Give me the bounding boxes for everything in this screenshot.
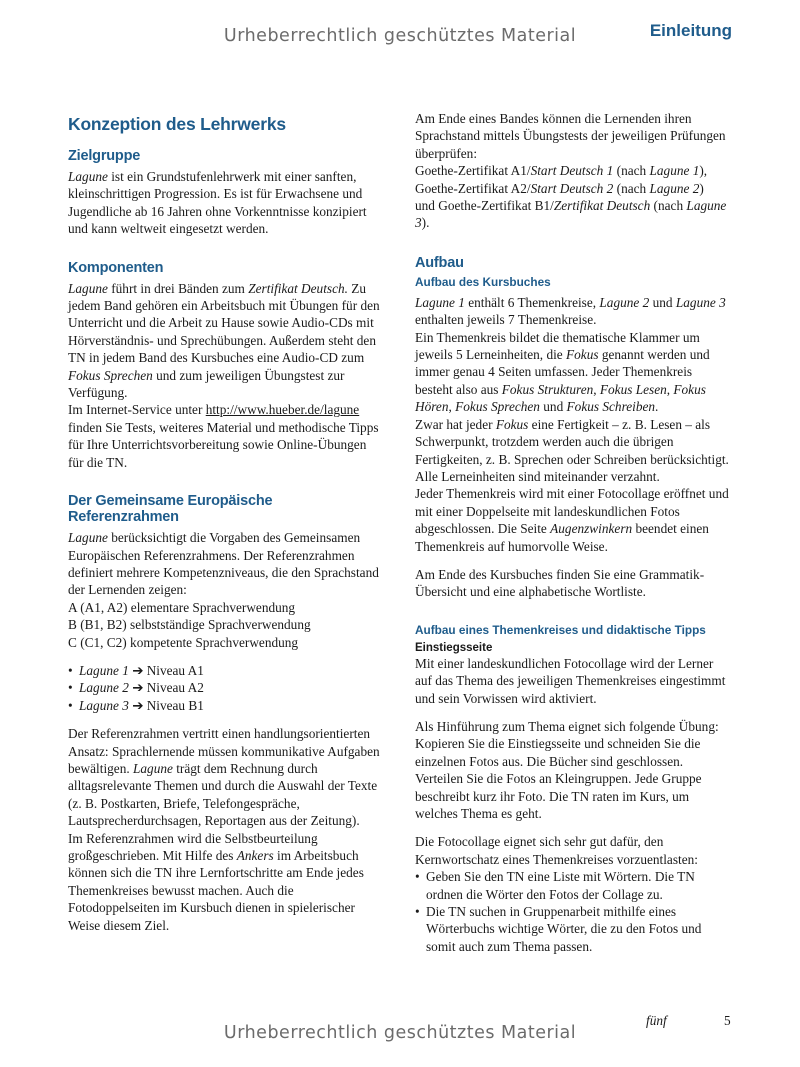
watermark-bottom: Urheberrechtlich geschütztes Material	[223, 1023, 577, 1043]
paragraph-internet-service: Im Internet-Service unter http://www.hueber.de/lagune finden Sie Tests, weiteres Material und methodische Tipps für Ihre Unterrichtsvorbereitung sowie Online-Übungen für die TN.	[68, 402, 379, 470]
right-column	[415, 110, 733, 955]
paragraph-wortschatz: Die Fotocollage eignet sich sehr gut dafür, den Kernwortschatz eines Themenkreises vorzuentlasten:	[415, 834, 698, 867]
left-column	[68, 108, 384, 934]
paragraph-klammer: Ein Themenkreis bildet die thematische Klammer um jeweils 5 Lerneinheiten, die Fokus genannt werden und immer genau 4 Seiten umfassen. Jeder Themenkreis besteht also aus Fokus Strukturen, Fokus Lesen, Fokus Hören, Fokus Sprechen und Fokus Schreiben.	[415, 329, 710, 415]
paragraph-grammatik: Am Ende des Kursbuches finden Sie eine Grammatik-Übersicht und eine alphabetische Wortliste.	[415, 566, 705, 600]
heading-komponenten: Komponenten	[68, 259, 164, 276]
paragraph-zielgruppe: Lagune ist ein Grundstufenlehrwerk mit einer sanften, kleinschrittigen Progression. Es ist für Erwachsene und Jugendliche ab 16 Jahren ohne Vorkenntnisse konzipiert und kann weltweit eingesetzt werden.	[68, 169, 367, 237]
paragraph-fertigkeit: Zwar hat jeder Fokus eine Fertigkeit – z. B. Lesen – als Schwerpunkt, trotzdem werden auch die übrigen Fertigkeiten, z. B. Sprechen oder Schreiben berücksichtigt. Alle Lerneinheiten sind miteinander verzahnt.	[415, 416, 729, 484]
arrow-icon: ➔	[132, 662, 144, 678]
zertifikat-a1: Goethe-Zertifikat A1/Start Deutsch 1 (nach Lagune 1),	[415, 163, 708, 179]
paragraph-handlungsorientiert: Der Referenzrahmen vertritt einen handlungsorientierten Ansatz: Sprachlernende müssen kommunikative Aufgaben bewältigen. Lagune trägt dem Rechnung durch alltagsrelevante Themen und durch die Auswahl der Texte (z. B. Postkarten, Briefe, Telefongespräche, Lautsprecherdurchsagen, Reportagen aus der Zeitung).	[68, 726, 380, 829]
page-number: 5	[724, 1013, 731, 1028]
zertifikat-b1: und Goethe-Zertifikat B1/Zertifikat Deutsch (nach Lagune 3).	[415, 198, 727, 231]
paragraph-uebung: Kopieren Sie die Einstiegsseite und schneiden Sie die einzelnen Fotos aus. Die Bücher sind geschlossen. Verteilen Sie die Fotos an Kleingruppen. Jede Gruppe beschreibt kurz ihr Foto. Die TN raten im Kurs, um welches Thema es geht.	[415, 736, 702, 821]
subheading-themenkreis: Aufbau eines Themenkreises und didaktische Tipps	[415, 622, 706, 637]
paragraph-fotocollage: Jeder Themenkreis wird mit einer Fotocollage eröffnet und mit einer Doppelseite mit landeskundlichen Fotos abgeschlossen. Die Seite Augenzwinkern beendet einen Themenkreis auf humorvolle Weise.	[415, 486, 729, 554]
list-item: • Geben Sie den TN eine Liste mit Wörtern. Die TN ordnen die Wörter den Fotos der Collage zu.	[415, 869, 695, 902]
tips-list	[415, 868, 733, 955]
level-b: B (B1, B2) selbstständige Sprachverwendung	[68, 617, 311, 633]
paragraph-komponenten: Lagune führt in drei Bänden zum Zertifikat Deutsch. Zu jedem Band gehören ein Arbeitsbuch mit Übungen für den Unterricht und die Arbeit zu Hause sowie Audio-CDs mit Hörverständnis- und Sprechübungen. Außerdem steht den TN in jedem Band des Kursbuches eine Audio-CD zum Fokus Sprechen und zum jeweiligen Übungstest zur Verfügung.	[68, 280, 380, 401]
list-item: • Lagune 1 ➔ Niveau A1	[68, 662, 204, 678]
watermark-top: Urheberrechtlich geschütztes Material	[223, 26, 577, 46]
paragraph-themenkreise: Lagune 1 enthält 6 Themenkreise, Lagune 2 und Lagune 3 enthalten jeweils 7 Themenkreise.	[415, 294, 726, 328]
paragraph-selbstbeurteilung: Im Referenzrahmen wird die Selbstbeurteilung großgeschrieben. Mit Hilfe des Ankers im Arbeitsbuch können sich die TN ihre Lernfortschritte am Ende jedes Themenkreises bewusst machen. Auch die Fotodoppelseiten im Kursbuch dienen in spielerischer Weise diesem Ziel.	[68, 830, 364, 933]
hueber-link[interactable]: http://www.hueber.de/lagune	[205, 402, 360, 418]
heading-referenzrahmen: Der Gemeinsame Europäische Referenzrahmen	[68, 493, 273, 526]
heading-zielgruppe: Zielgruppe	[68, 148, 141, 164]
list-item: • Lagune 2 ➔ Niveau A2	[68, 680, 204, 696]
niveau-list	[68, 662, 384, 714]
page-number-word: fünf	[646, 1013, 667, 1028]
paragraph-hinfuehrung: Als Hinführung zum Thema eignet sich folgende Übung:	[415, 718, 719, 734]
heading-aufbau: Aufbau	[415, 254, 464, 271]
subheading-kursbuch: Aufbau des Kursbuches	[415, 274, 551, 289]
zertifikat-a2: Goethe-Zertifikat A2/Start Deutsch 2 (nach Lagune 2)	[415, 180, 704, 196]
paragraph-referenzrahmen: Lagune berücksichtigt die Vorgaben des Gemeinsamen Europäischen Referenzrahmens. Der Referenzrahmen definiert mehrere Kompetenzniveaus, die den Sprachstand der Lernenden zeigen:	[68, 530, 379, 598]
level-a: A (A1, A2) elementare Sprachverwendung	[68, 599, 296, 615]
section-label: Einleitung	[649, 21, 732, 40]
list-item: • Die TN suchen in Gruppenarbeit mithilfe eines Wörterbuchs wichtige Wörter, die zu den Fotos und somit auch zum Thema passen.	[415, 904, 702, 954]
arrow-icon: ➔	[132, 697, 144, 713]
subheading-einstiegsseite: Einstiegsseite	[415, 641, 493, 654]
paragraph-intro: Am Ende eines Bandes können die Lernenden ihren Sprachstand mittels Übungstests der jeweiligen Prüfungen überprüfen:	[415, 111, 726, 161]
paragraph-einstieg: Mit einer landeskundlichen Fotocollage wird der Lerner auf das Thema des jeweiligen Themenkreises eingestimmt und sein Vorwissen wird aktiviert.	[415, 655, 726, 706]
page-title: Konzeption des Lehrwerks	[68, 114, 286, 134]
arrow-icon: ➔	[132, 680, 144, 696]
list-item: • Lagune 3 ➔ Niveau B1	[68, 697, 204, 713]
level-c: C (C1, C2) kompetente Sprachverwendung	[68, 634, 299, 650]
